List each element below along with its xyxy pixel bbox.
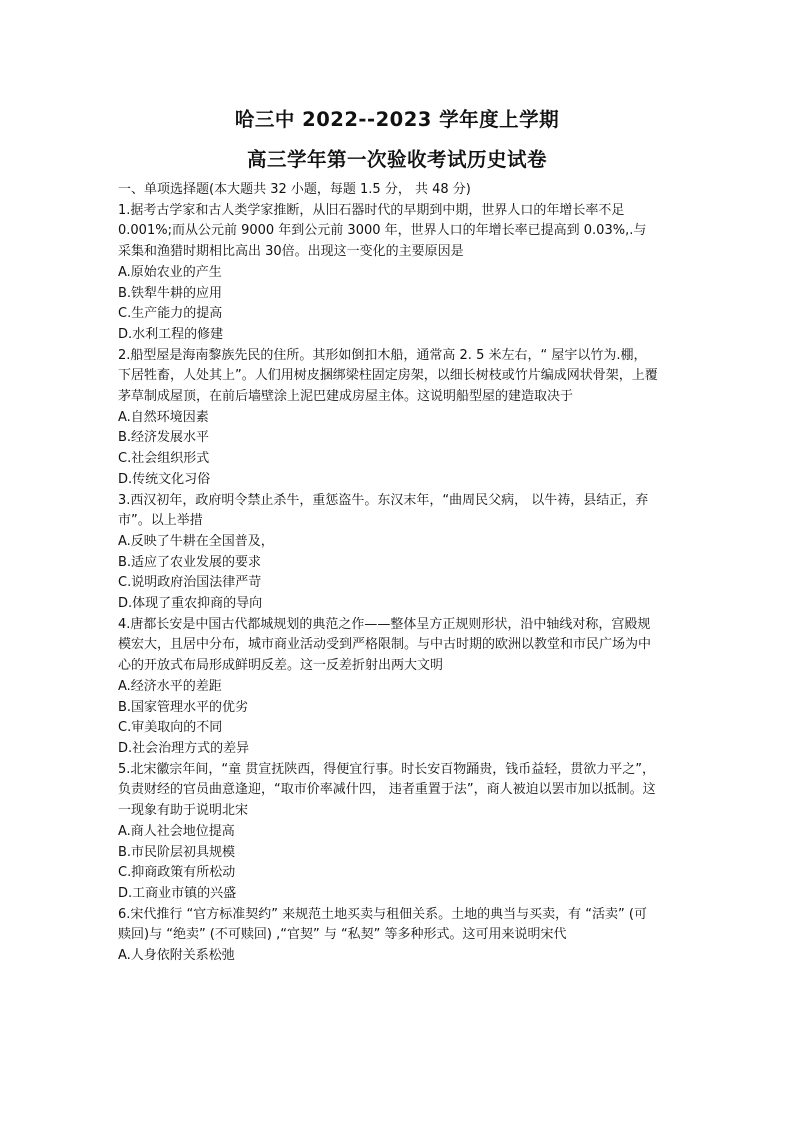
option-b: B.国家管理水平的优劣 xyxy=(118,699,249,715)
option-b: B.适应了农业发展的要求 xyxy=(118,554,262,570)
option-list xyxy=(118,532,658,615)
option-c: C.生产能力的提高 xyxy=(118,306,223,322)
option-list xyxy=(118,408,658,491)
exam-title: 哈三中 2022--2023 学年度上学期 xyxy=(234,108,560,131)
question-stem: 6.宋代推行 “官方标准契约” 来规范土地买卖与租佃关系。土地的典当与买卖，有 “活卖” (可赎回)与 “绝卖” (不可赎回) ,“官契” 与 “私契” 等多种形式。这可用来说明宋代 xyxy=(118,906,647,943)
question-stem: 3.西汉初年，政府明令禁止杀牛，重惩盗牛。东汉末年，“曲周民父病， 以牛祷，县结正，弃市”。以上举措 xyxy=(118,492,649,529)
exam-subtitle: 高三学年第一次验收考试历史试卷 xyxy=(246,148,547,171)
option-list xyxy=(118,822,658,905)
section-heading: 一、单项选择题(本大题共 32 小题，每题 1.5 分， 共 48 分) xyxy=(118,182,471,197)
question-5 xyxy=(118,760,658,905)
question-stem: 1.据考古学家和古人类学家推断，从旧石器时代的早期到中期，世界人口的年增长率不足 0.001%;而从公元前 9000 年到公元前 3000 年，世界人口的年增长率已提高到 0.03%,.与采集和渔猎时期相比高出 30倍。出现这一变化的主要原因是 xyxy=(118,202,647,260)
question-stem: 5.北宋徽宗年间，“童 贯宣抚陕西，得便宜行事。时长安百物踊贵，钱币益轻，贯欲力平之”，负责财经的官员曲意逢迎，“取市价率减什四， 违者重置于法”，商人被迫以罢市加以抵制。这一现象有助于说明北宋 xyxy=(118,761,656,819)
option-a: A.反映了牛耕在全国普及， xyxy=(118,533,274,549)
option-b: B.经济发展水平 xyxy=(118,430,210,446)
option-a: A.原始农业的产生 xyxy=(118,264,222,280)
question-2 xyxy=(118,346,658,491)
option-b: B.市民阶层初具规模 xyxy=(118,844,236,860)
option-c: C.审美取向的不同 xyxy=(118,720,223,736)
question-1 xyxy=(118,201,658,346)
option-b: B.铁犁牛耕的应用 xyxy=(118,285,223,301)
option-d: D.传统文化习俗 xyxy=(118,471,211,487)
option-list xyxy=(118,263,658,346)
option-a: A.经济水平的差距 xyxy=(118,678,222,694)
option-a: A.商人社会地位提高 xyxy=(118,823,235,839)
question-4 xyxy=(118,615,658,760)
option-c: C.社会组织形式 xyxy=(118,451,210,467)
question-3 xyxy=(118,491,658,615)
option-list xyxy=(118,677,658,760)
question-stem: 2.船型屋是海南黎族先民的住所。其形如倒扣木船，通常高 2. 5 米左右，“ 屋宇以竹为.棚，下居牲畜，人处其上”。人们用树皮捆绑梁柱固定房架，以细长树枝或竹片编成网状骨架，上覆茅草制成屋顶，在前后墙壁涂上泥巴建成房屋主体。这说明船型屋的建造取决于 xyxy=(118,347,658,405)
question-6 xyxy=(118,905,658,967)
option-a: A.自然环境因素 xyxy=(118,409,209,425)
option-d: D.体现了重农抑商的导向 xyxy=(118,596,263,612)
option-d: D.工商业市镇的兴盛 xyxy=(118,885,237,901)
question-stem: 4.唐都长安是中国古代都城规划的典范之作——整体呈方正规则形状，沿中轴线对称，宫殿规模宏大，且居中分布，城市商业活动受到严格限制。与中古时期的欧洲以教堂和市民广场为中心的开放式布局形成鲜明反差。这一反差折射出两大文明 xyxy=(118,616,652,674)
option-a: A.人身依附关系松弛 xyxy=(118,948,235,964)
exam-content xyxy=(118,180,658,967)
option-d: D.水利工程的修建 xyxy=(118,326,224,342)
option-c: C.抑商政策有所松动 xyxy=(118,865,236,881)
option-c: C.说明政府治国法律严苛 xyxy=(118,575,262,591)
option-d: D.社会治理方式的差异 xyxy=(118,740,250,756)
option-list xyxy=(118,946,658,967)
